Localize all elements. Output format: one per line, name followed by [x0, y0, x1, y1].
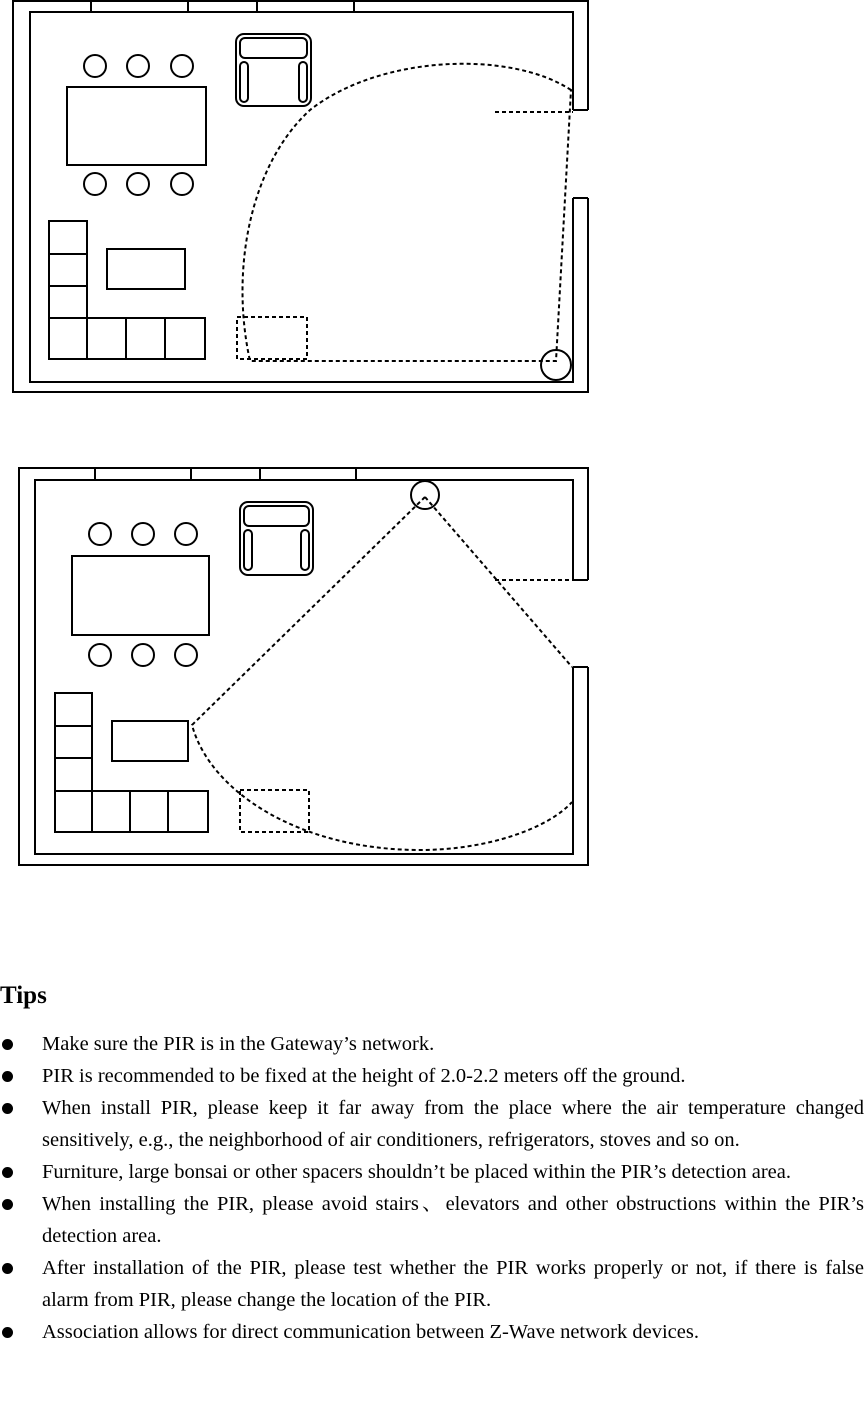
armchair: [240, 502, 313, 575]
cabinet: [107, 249, 185, 289]
chair: [171, 173, 193, 195]
tip-text: Make sure the PIR is in the Gateway’s network.: [42, 1033, 435, 1055]
tip-text: After installation of the PIR, please test whether the PIR works properly or not, if there is false alarm from PIR, please change the location of the PIR.: [42, 1257, 864, 1311]
bullet-icon: [2, 1327, 13, 1338]
tip-text: PIR is recommended to be fixed at the height of 2.0-2.2 meters off the ground.: [42, 1065, 686, 1087]
bullet-icon: [2, 1263, 13, 1274]
inner-wall: [35, 480, 573, 854]
chair: [84, 55, 106, 77]
tip-item: [0, 1316, 864, 1348]
chair: [132, 523, 154, 545]
tip-text: Furniture, large bonsai or other spacers shouldn’t be placed within the PIR’s detection area.: [42, 1161, 792, 1183]
chair: [132, 644, 154, 666]
tip-item: [0, 1156, 864, 1188]
bullet-icon: [2, 1071, 13, 1082]
outer-wall: [19, 468, 588, 865]
inner-wall: [30, 12, 573, 382]
floor-plan-corner-sensor: [0, 0, 600, 400]
bullet-icon: [2, 1039, 13, 1050]
bullet-icon: [2, 1167, 13, 1178]
tip-item: [0, 1092, 864, 1156]
tip-item: [0, 1188, 864, 1252]
chair: [171, 55, 193, 77]
outer-wall: [13, 1, 588, 392]
tip-item: [0, 1028, 864, 1060]
rug-dashed: [240, 790, 309, 832]
detection-area: [192, 497, 572, 850]
bullet-icon: [2, 1103, 13, 1114]
pir-sensor: [411, 481, 439, 509]
tips-heading: Tips: [0, 982, 47, 1009]
chair: [89, 523, 111, 545]
tip-text: When install PIR, please keep it far away from the place where the air temperature changed sensitively, e.g., the neighborhood of air conditioners, refrigerators, stoves and so on.: [42, 1097, 864, 1151]
cabinet: [112, 721, 188, 761]
chair: [175, 644, 197, 666]
tip-item: [0, 1252, 864, 1316]
chair: [89, 644, 111, 666]
kitchen-counter: [55, 693, 208, 832]
bullet-icon: [2, 1199, 13, 1210]
detection-area: [243, 64, 572, 361]
chair: [127, 55, 149, 77]
tip-text: When installing the PIR, please avoid stairs、elevators and other obstructions within the PIR’s detection area.: [42, 1193, 864, 1247]
dining-table: [72, 556, 209, 635]
chair: [175, 523, 197, 545]
tip-item: [0, 1060, 864, 1092]
floor-plan-wall-sensor: [0, 462, 600, 872]
armchair: [236, 34, 311, 106]
chair: [127, 173, 149, 195]
tips-list: [0, 1028, 864, 1348]
chair: [84, 173, 106, 195]
tip-text: Association allows for direct communication between Z-Wave network devices.: [42, 1321, 699, 1343]
dining-table: [67, 87, 206, 165]
